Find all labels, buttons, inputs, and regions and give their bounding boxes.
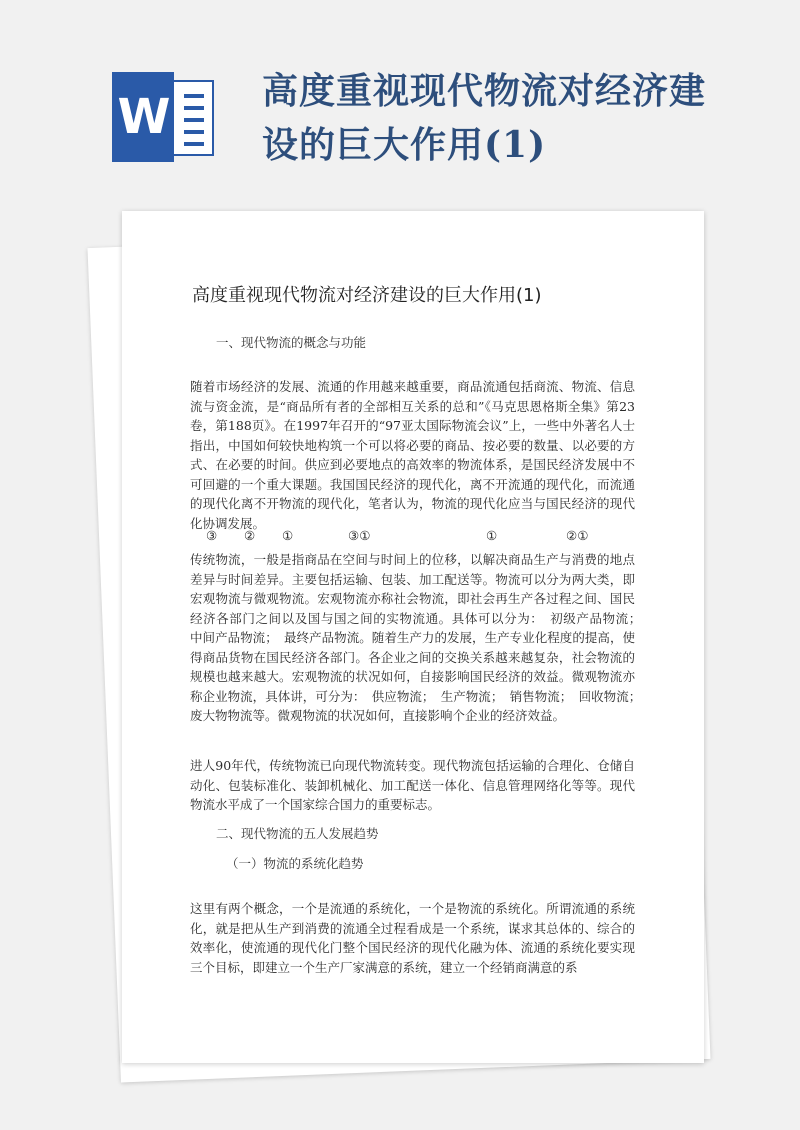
circled-markers-row: [202, 528, 642, 548]
paragraph-3: 进人90年代，传统物流已向现代物流转变。现代物流包括运输的合理化、仓储自动化、包装标准化、装卸机械化、加工配送一体化、信息管理网络化等等。现代物流水平成了一个国家综合国力的重要标志。: [190, 758, 635, 812]
word-document-icon: [112, 72, 216, 162]
document-page: [122, 211, 704, 1063]
paragraph-4: 这里有两个概念，一个是流通的系统化，一个是物流的系统化。所谓流通的系统化，就是把从生产到消费的流通全过程看成是一个系统，谋求其总体的、综合的效率化，使流通的现代化门整个国民经济的现代化融为体、流通的系统化要实现三个目标，即建立一个生产厂家满意的系统，建立一个经销商满意的系: [190, 901, 635, 975]
marker: ②①: [566, 528, 589, 543]
word-badge: W: [112, 72, 174, 162]
header-title: 高度重视现代物流对经济建设的巨大作用(1): [262, 70, 707, 166]
marker: ②: [244, 528, 256, 543]
marker: ③①: [348, 528, 371, 543]
document-title: 高度重视现代物流对经济建设的巨大作用(1): [192, 285, 542, 306]
section-heading-1: 一、现代物流的概念与功能: [216, 335, 367, 350]
marker: ③: [206, 528, 218, 543]
paragraph-2: 传统物流，一般是指商品在空间与时间上的位移，以解决商品生产与消费的地点差异与时间差异。主要包括运输、包装、加工配送等。物流可以分为两大类，即宏观物流与微观物流。宏观物流亦称社会物流，即社会再生产各过程之间、国民经济各部门之间以及国与国之间的实物流通。具体可以分为： 初级产品物流； 中间产品物流； 最终产品物流。随着生产力的发展，生产专业化程度的提高，使得商品货物在国民经济各部门。各企业之间的交换关系越来越复杂，社会物流的规模也越来越大。宏观物流的状况如何，自接影响国民经济的效益。微观物流亦称企业物流，具体讲，可分为： 供应物流； 生产物流； 销售物流； 回收物流； 废大物物流等。微观物流的状况如何，直接影响个企业的经济效益。: [190, 552, 648, 723]
section-heading-2: 二、现代物流的五人发展趋势: [216, 826, 379, 841]
subsection-heading-1: （一）物流的系统化趋势: [226, 856, 364, 871]
marker: ①: [282, 528, 294, 543]
marker: ①: [486, 528, 498, 543]
paragraph-1: 随着市场经济的发展、流通的作用越来越重要，商品流通包括商流、物流、信息流与资金流，是“商品所有者的全部相互关系的总和”《马克思恩格斯全集》第23卷，第188页》。在1997年召开的“97亚太国际物流会议”上，一些中外著名人士指出，中国如何较快地构筑一个可以将必要的商品、按必要的数量、以必要的方式、在必要的时间。供应到必要地点的高效率的物流体系，是国民经济发展中不可回避的一个重大课题。我国国民经济的现代化，离不开流通的现代化，而流通的现代化离不开物流的现代化，笔者认为，物流的现代化应当与国民经济的现代化协调发展。: [190, 379, 635, 531]
